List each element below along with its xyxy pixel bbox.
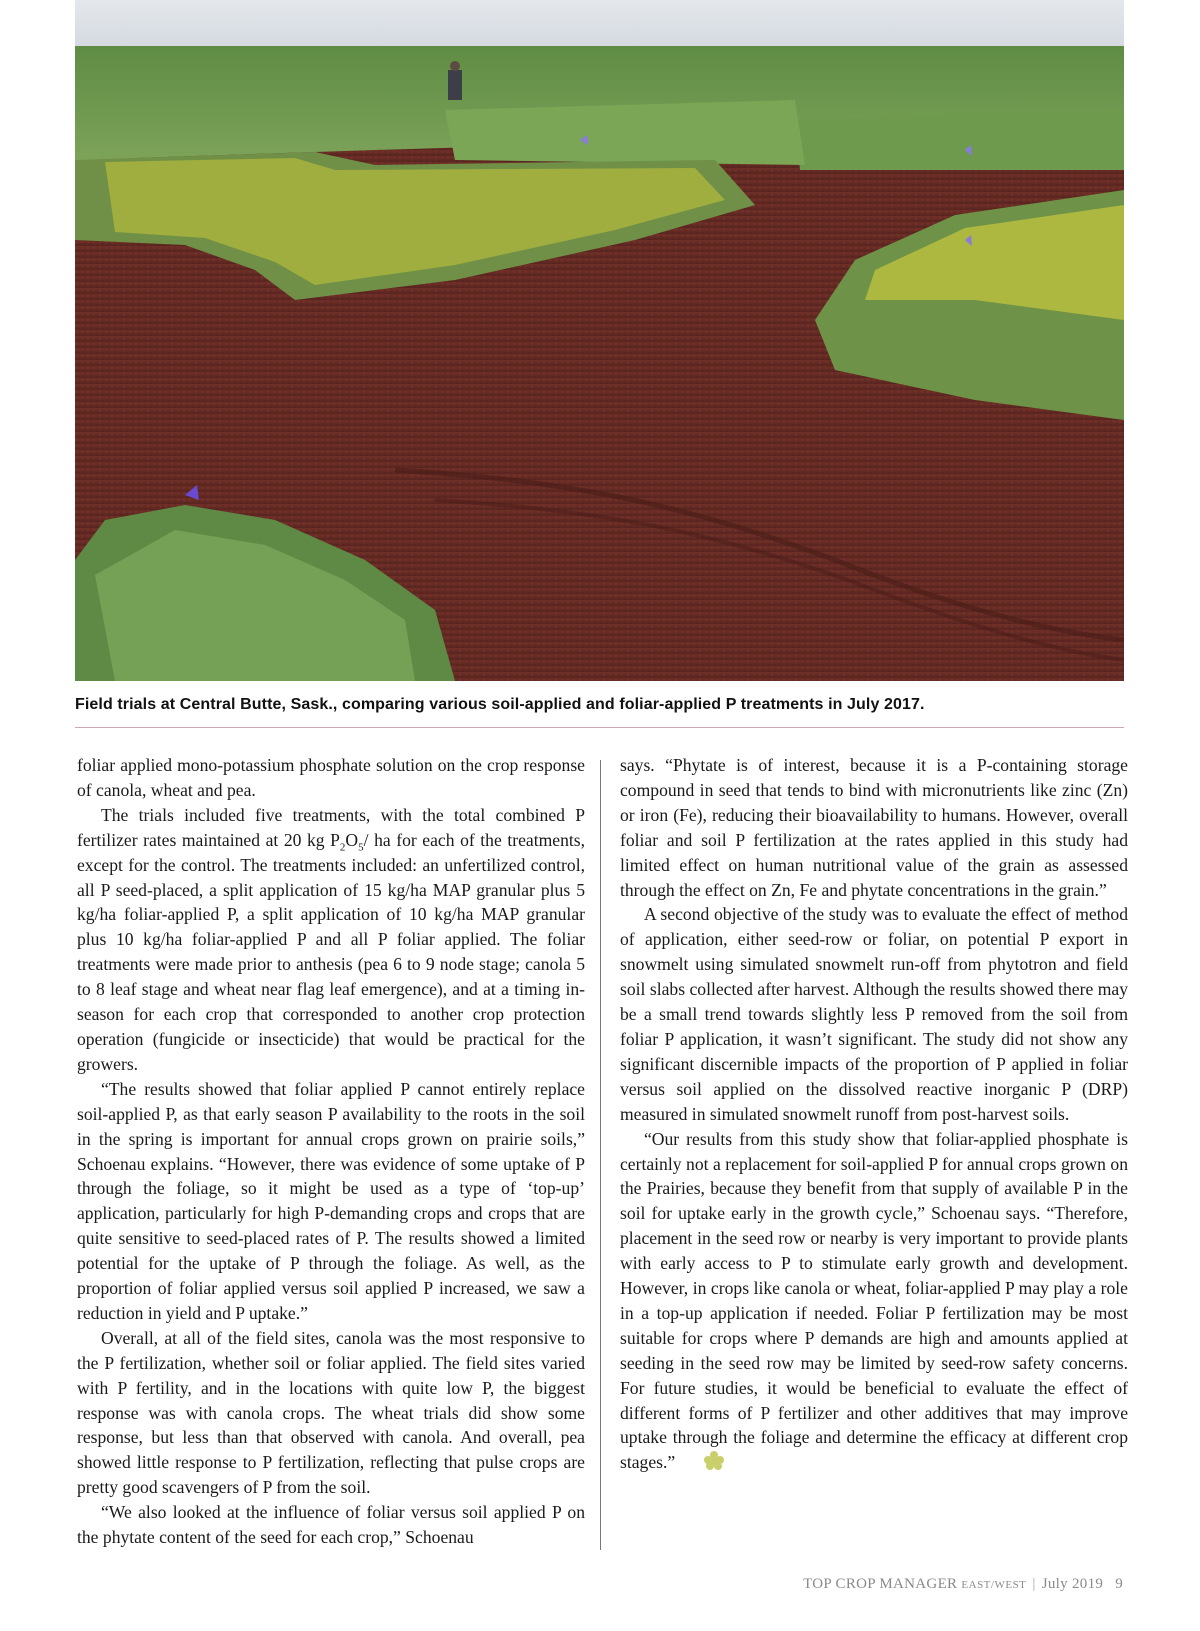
left-paragraph-3: “The results showed that foliar applied P cannot entirely replace soil-applied P, as that early season P availability to the roots in the soil in the spring is important for annual crops grown on prairie soils,” Schoenau explains. “However, there was evidence of some uptake of P through the foliage, so it might be used as a type of ‘top-up’ application, particularly for high P-demanding crops and crops that are quite sensitive to seed-placed rates of P. The results showed a limited potential for the uptake of P through the foliage. As well, as the proportion of foliar applied versus soil applied P increased, we saw a reduction in yield and P uptake.” bbox=[77, 1078, 585, 1323]
person bbox=[448, 70, 462, 100]
wheat-plot-right bbox=[795, 110, 1124, 170]
sky bbox=[75, 0, 1124, 50]
leaf-icon bbox=[679, 1450, 725, 1479]
left-paragraph-2: The trials included five treatments, with the total combined P fertilizer rates maintained at 20 kg $P_2O_5/$ ha for each of the treatments, except for the control. The treatments included: an unfertilized control, all P seed-placed, a split application of 15 kg/ha MAP granular plus 5 kg/ha foliar-applied P, a split application of 10 kg/ha MAP granular plus 10 kg/ha foliar-applied P and all P foliar applied. The foliar treatments were made prior to anthesis (pea 6 to 9 node stage; canola 5 to 8 leaf stage and wheat near flag leaf emergence), and at a timing in-season for each crop that corresponded to another crop protection operation (fungicide or insecticide) that would be practical for the growers. bbox=[77, 804, 586, 1074]
footer-separator: | bbox=[1032, 1576, 1036, 1592]
left-paragraph-1: foliar applied mono-potassium phosphate solution on the crop response of canola, wheat and pea. bbox=[77, 755, 585, 800]
page-number: 9 bbox=[1115, 1576, 1123, 1592]
right-column bbox=[620, 753, 1128, 1479]
wheat-plot-middle bbox=[445, 100, 805, 165]
left-paragraph-5: “We also looked at the influence of foliar versus soil applied P on the phytate content of the seed for each crop,” Schoenau bbox=[77, 1502, 585, 1548]
column-divider bbox=[600, 760, 601, 1550]
caption-divider bbox=[75, 727, 1124, 728]
left-paragraph-4: Overall, at all of the field sites, canola was the most responsive to the P fertilization, whether soil or foliar applied. The field sites varied with P fertility, and in the locations with quite low P, the biggest response was with canola crops. The wheat trials did show some response, but less than that observed with canola. And overall, pea showed little response to P fertilization, reflecting that pulse crops are pretty good scavengers of P from the soil. bbox=[77, 1327, 585, 1498]
photo-caption: Field trials at Central Butte, Sask., comparing various soil-applied and foliar-applied P treatments in July 2017. bbox=[75, 696, 925, 713]
right-paragraph-2: A second objective of the study was to evaluate the effect of method of application, either seed-row or foliar, on potential P export in snowmelt using simulated snowmelt run-off from phytotron and field soil slabs collected after harvest. Although the results showed there may be a small trend towards slightly less P removed from the soil from foliar P application, it wasn’t significant. The study did not show any significant discernible impacts of the proportion of P applied in foliar versus soil applied on the dissolved reactive inorganic P (DRP) measured in simulated snowmelt runoff from post-harvest soils. bbox=[620, 904, 1128, 1124]
issue-date: July 2019 bbox=[1041, 1576, 1104, 1592]
page-footer bbox=[803, 1576, 1123, 1593]
right-paragraph-1: says. “Phytate is of interest, because it is a P-containing storage compound in seed that tends to bind with micronutrients like zinc (Zn) or iron (Fe), reducing their bioavailability to humans. However, overall foliar and soil P fertilization at the rates applied in this study had limited effect on human nutritional value of the grain as assessed through the effect on Zn, Fe and phytate concentrations in the grain.” bbox=[620, 755, 1128, 900]
magazine-name: TOP CROP MANAGER bbox=[803, 1576, 958, 1592]
field-trial-illustration bbox=[75, 0, 1124, 681]
right-paragraph-3: “Our results from this study show that foliar-applied phosphate is certainly not a replacement for soil-applied P for annual crops grown on the Prairies, because they benefit from that supply of available P in the soil for uptake early in the growth cycle,” Schoenau says. “Therefore, placement in the seed row or nearby is very important to provide plants with early access to P to stimulate early growth and development. However, in crops like canola or wheat, foliar-applied P may play a role in a top-up application if needed. Foliar P fertilization may be most suitable for crops where P demands are high and amounts applied at seeding in the seed row may be limited by seed-row safety concerns. For future studies, it would be beneficial to evaluate the effect of different forms of P fertilizer and other additives that may improve uptake through the foliage and determine the efficacy at different crop stages.” bbox=[620, 1127, 1128, 1480]
field-trial-photo bbox=[75, 0, 1124, 681]
edition-label: EAST/WEST bbox=[961, 1579, 1027, 1591]
left-column bbox=[77, 753, 585, 1550]
